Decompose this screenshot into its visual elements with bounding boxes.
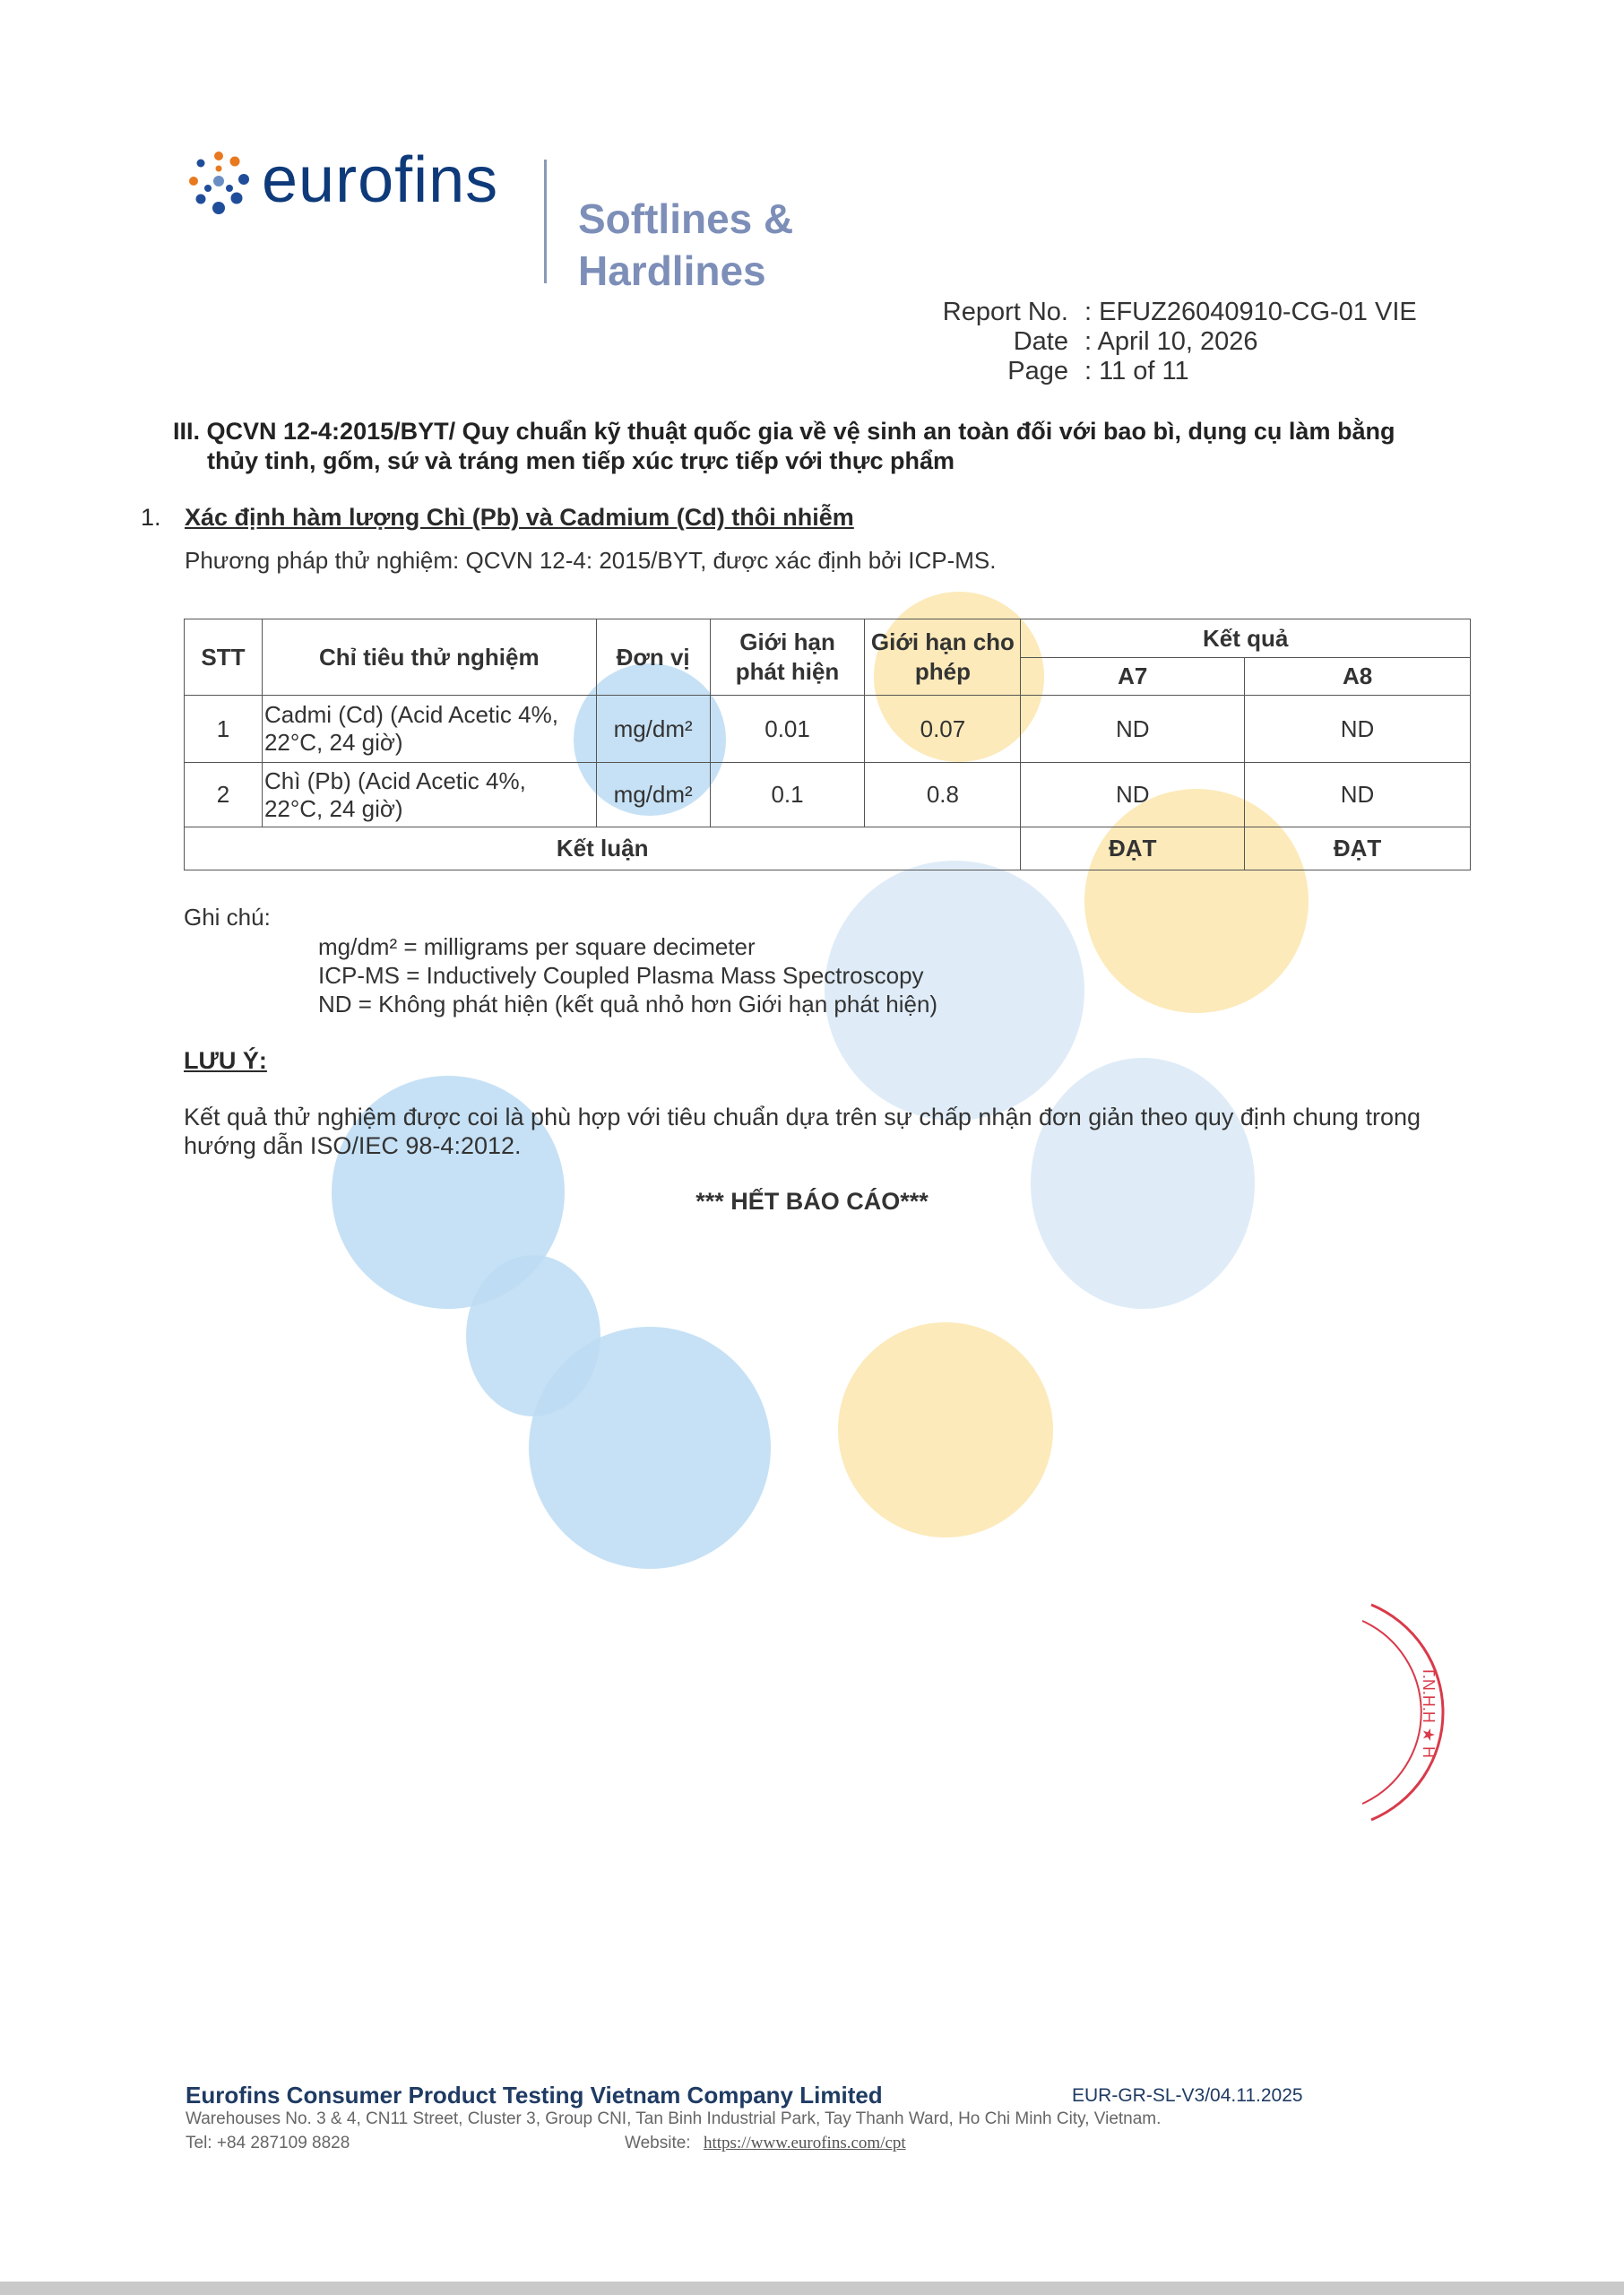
- note-item: ICP-MS = Inductively Coupled Plasma Mass Spectroscopy: [318, 962, 924, 989]
- table-row: [185, 763, 1471, 827]
- eurofins-logo-icon: [185, 149, 253, 217]
- footer-form-code: EUR-GR-SL-V3/04.11.2025: [1072, 2085, 1303, 2106]
- cell-unit: mg/dm²: [596, 763, 710, 827]
- report-no-label: Report No.: [942, 298, 1068, 326]
- end-of-report: *** HẾT BÁO CÁO***: [695, 1188, 929, 1215]
- header-sample-a7: A7: [1021, 658, 1245, 696]
- test-item-line-2: 22°C, 24 giờ): [263, 729, 403, 756]
- cell-result-a8: ND: [1245, 696, 1471, 763]
- header-permitted-limit: Giới hạn cho phép: [865, 619, 1021, 696]
- footer-address: Warehouses No. 3 & 4, CN11 Street, Cluster 3, Group CNI, Tan Binh Industrial Park, Tay Thanh Ward, Ho Chi Minh City, Vietnam.: [186, 2109, 1162, 2128]
- header-unit: Đơn vị: [596, 619, 710, 696]
- company-stamp: [1309, 1596, 1452, 1829]
- cell-permitted-limit: 0.8: [865, 763, 1021, 827]
- cell-test-item: [262, 696, 596, 763]
- table-header-row: [185, 619, 1471, 658]
- watermark-blob: [1031, 1058, 1255, 1309]
- section-title-line-2: thủy tinh, gốm, sứ và tráng men tiếp xúc trực tiếp với thực phẩm: [207, 447, 955, 474]
- report-no-value: : EFUZ26040910-CG-01 VIE: [1084, 298, 1417, 326]
- company-logo-text: eurofins: [262, 144, 499, 216]
- cell-detection-limit: 0.1: [710, 763, 865, 827]
- cell-test-item: [262, 763, 596, 827]
- cell-result-a7: ND: [1021, 696, 1245, 763]
- note-item: mg/dm² = milligrams per square decimeter: [318, 933, 756, 960]
- header-result: Kết quả: [1021, 619, 1471, 658]
- date-label: Date: [1013, 327, 1068, 356]
- test-item-line-2: 22°C, 24 giờ): [263, 794, 403, 822]
- cell-permitted-limit: 0.07: [865, 696, 1021, 763]
- watermark-blob: [838, 1322, 1053, 1537]
- remark-text: Kết quả thử nghiệm được coi là phù hợp với tiêu chuẩn dựa trên sự chấp nhận đơn giản theo quy định chung trong hướng dẫn ISO/IEC 98-4:2012.: [184, 1104, 1421, 1159]
- division-line-1: Softlines &: [578, 195, 794, 242]
- cell-stt: 2: [185, 763, 263, 827]
- cell-result-a8: ND: [1245, 763, 1471, 827]
- footer-company-name: Eurofins Consumer Product Testing Vietnam Company Limited: [186, 2082, 883, 2109]
- report-info-labels: [896, 298, 1068, 386]
- conclusion-row: [185, 827, 1471, 870]
- test-item-line-1: Cadmi (Cd) (Acid Acetic 4%,: [263, 701, 558, 728]
- header-divider: [544, 160, 547, 283]
- page-label: Page: [1007, 357, 1068, 385]
- results-table: [184, 619, 1471, 870]
- conclusion-label: Kết luận: [185, 827, 1021, 870]
- notes-heading: Ghi chú:: [184, 904, 271, 931]
- section-title-line-1: III. QCVN 12-4:2015/BYT/ Quy chuẩn kỹ thuật quốc gia về vệ sinh an toàn đối với bao bì, dụng cụ làm bằng: [173, 418, 1395, 445]
- section-title: [173, 417, 1477, 476]
- date-value: : April 10, 2026: [1084, 327, 1258, 356]
- header-sample-a8: A8: [1245, 658, 1471, 696]
- conclusion-a8: ĐẠT: [1245, 827, 1471, 870]
- conclusion-a7: ĐẠT: [1021, 827, 1245, 870]
- subsection-title: Xác định hàm lượng Chì (Pb) và Cadmium (Cd) thôi nhiễm: [185, 504, 854, 531]
- test-method: Phương pháp thử nghiệm: QCVN 12-4: 2015/BYT, được xác định bởi ICP-MS.: [185, 547, 997, 574]
- cell-detection-limit: 0.01: [710, 696, 865, 763]
- page-value: : 11 of 11: [1084, 357, 1189, 385]
- note-item: ND = Không phát hiện (kết quả nhỏ hơn Giới hạn phát hiện): [318, 991, 938, 1018]
- footer-website-link[interactable]: https://www.eurofins.com/cpt: [704, 2134, 906, 2152]
- footer-telephone: Tel: +84 287109 8828: [186, 2134, 350, 2152]
- remark-heading: LƯU Ý:: [184, 1047, 267, 1074]
- scan-bottom-edge: [0, 2282, 1624, 2295]
- subsection-number: 1.: [141, 504, 161, 531]
- header-stt: STT: [185, 619, 263, 696]
- cell-unit: mg/dm²: [596, 696, 710, 763]
- test-item-line-1: Chì (Pb) (Acid Acetic 4%,: [263, 766, 526, 794]
- footer-website-label: Website:: [625, 2134, 691, 2152]
- report-info-values: [1084, 298, 1417, 386]
- header-detection-limit: Giới hạn phát hiện: [710, 619, 865, 696]
- stamp-text: T.N.H.H ★ H: [1420, 1666, 1438, 1759]
- cell-stt: 1: [185, 696, 263, 763]
- division-name: [578, 193, 793, 297]
- table-row: [185, 696, 1471, 763]
- cell-result-a7: ND: [1021, 763, 1245, 827]
- division-line-2: Hardlines: [578, 247, 766, 294]
- watermark-blob: [466, 1255, 600, 1416]
- notes-list: [318, 932, 937, 1018]
- header-test-item: Chỉ tiêu thử nghiệm: [262, 619, 596, 696]
